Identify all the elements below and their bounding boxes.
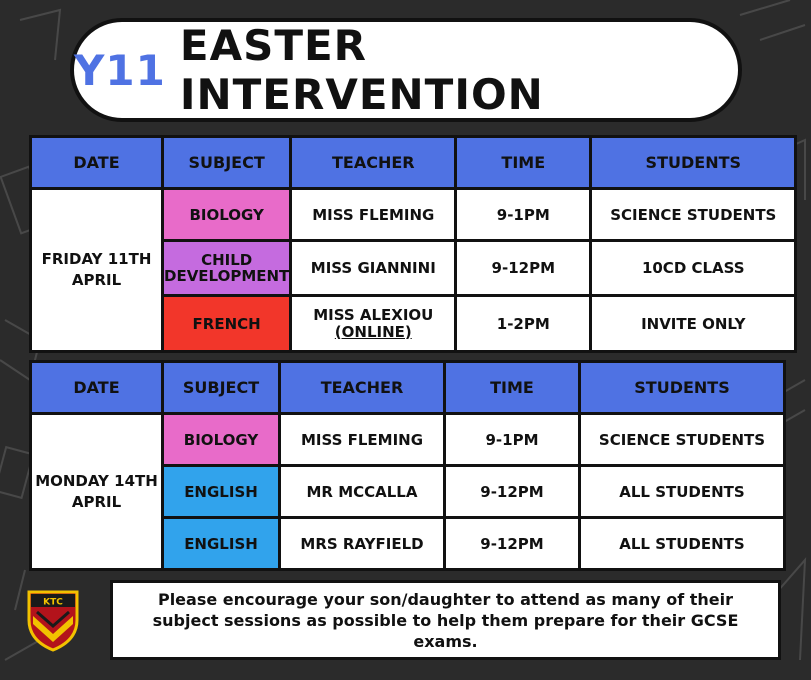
time-cell: 9-12PM — [445, 518, 580, 570]
header-teacher: TEACHER — [280, 362, 445, 414]
students-cell: SCIENCE STUDENTS — [591, 189, 796, 241]
crest-text: KTC — [43, 597, 63, 608]
header-date: DATE — [31, 137, 163, 189]
header-students: STUDENTS — [580, 362, 785, 414]
title-year: Y11 — [74, 45, 166, 95]
students-cell: ALL STUDENTS — [580, 466, 785, 518]
teacher-cell: MISS FLEMING — [280, 414, 445, 466]
teacher-cell: MR MCCALLA — [280, 466, 445, 518]
footer-message: Please encourage your son/daughter to attend as many of their subject sessions as possible to help them prepare for their GCSE exams. — [110, 580, 781, 660]
title-main: EASTER INTERVENTION — [179, 21, 544, 119]
students-cell: 10CD CLASS — [591, 241, 796, 296]
subject-cell: ENGLISH — [163, 466, 280, 518]
students-cell: ALL STUDENTS — [580, 518, 785, 570]
students-cell: INVITE ONLY — [591, 296, 796, 352]
time-cell: 9-1PM — [456, 189, 591, 241]
online-note[interactable]: (ONLINE) — [334, 322, 412, 341]
header-subject: SUBJECT — [163, 137, 291, 189]
date-cell: MONDAY 14TH APRIL — [31, 414, 163, 570]
time-cell: 1-2PM — [456, 296, 591, 352]
teacher-cell — [291, 296, 456, 352]
table-header-row — [31, 362, 785, 414]
teacher-name: MISS ALEXIOU — [313, 305, 434, 324]
header-time: TIME — [456, 137, 591, 189]
teacher-cell: MISS GIANNINI — [291, 241, 456, 296]
date-cell: FRIDAY 11TH APRIL — [31, 189, 163, 352]
table-row — [31, 414, 785, 466]
subject-cell: BIOLOGY — [163, 189, 291, 241]
time-cell: 9-12PM — [445, 466, 580, 518]
header-students: STUDENTS — [591, 137, 796, 189]
students-cell: SCIENCE STUDENTS — [580, 414, 785, 466]
header-date: DATE — [31, 362, 163, 414]
table-row — [31, 189, 796, 241]
table-header-row — [31, 137, 796, 189]
title-banner — [70, 18, 742, 122]
header-teacher: TEACHER — [291, 137, 456, 189]
subject-cell: BIOLOGY — [163, 414, 280, 466]
teacher-cell: MISS FLEMING — [291, 189, 456, 241]
school-crest-icon — [27, 590, 79, 652]
teacher-cell: MRS RAYFIELD — [280, 518, 445, 570]
time-cell: 9-12PM — [456, 241, 591, 296]
header-subject: SUBJECT — [163, 362, 280, 414]
subject-cell: CHILD DEVELOPMENT — [163, 241, 291, 296]
subject-cell: FRENCH — [163, 296, 291, 352]
subject-cell: ENGLISH — [163, 518, 280, 570]
header-time: TIME — [445, 362, 580, 414]
schedule-table-monday — [29, 360, 786, 571]
schedule-table-friday — [29, 135, 797, 353]
time-cell: 9-1PM — [445, 414, 580, 466]
